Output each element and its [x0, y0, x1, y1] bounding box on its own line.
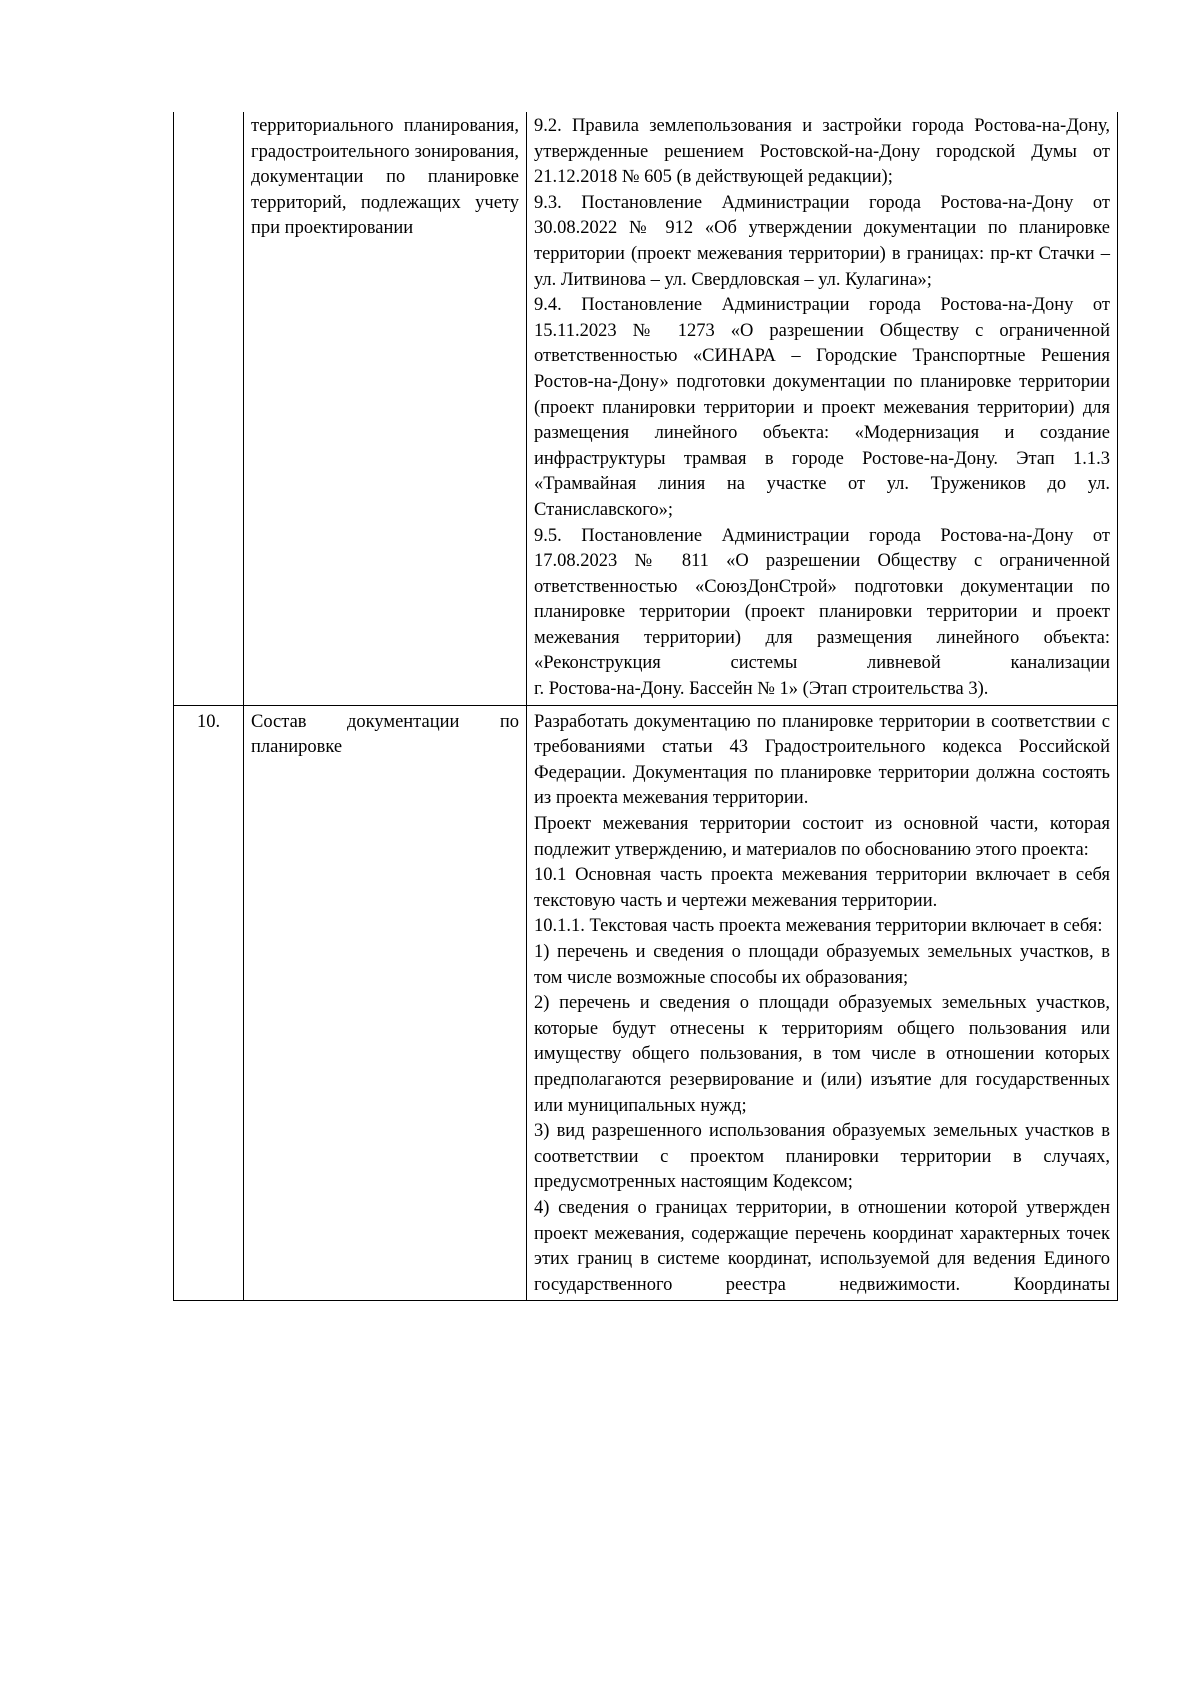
row-content-cell [527, 112, 1118, 705]
row-number-cell: 10. [174, 705, 244, 1301]
list-item: 9.5. Постановление Администрации города Ростова-на-Дону от 17.08.2023 № 811 «О разрешении Обществу с ограниченной ответственностью «СоюзДонСтрой» подготовки документации по планировке территории (проект планировки территории и проект межевания территории) для размещения линейного объекта: «Реконструкция системы ливневой канализации [534, 525, 1110, 674]
paragraph: 4) сведения о границах территории, в отношении которой утвержден проект межевания, содержащие перечень координат характерных точек этих границ в системе координат, используемой для ведения Единого государственного реестра недвижимости. Координаты [534, 1197, 1110, 1295]
table-row [174, 705, 1118, 1301]
paragraph: Разработать документацию по планировке территории в соответствии с требованиями статьи 43 Градостроительного кодекса Российской Федерации. Документация по планировке территории должна состоять из проекта межевания территории. [534, 711, 1110, 809]
row-content-cell [527, 705, 1118, 1301]
requirements-table [173, 112, 1118, 1301]
list-item: 9.4. Постановление Администрации города Ростова-на-Дону от 15.11.2023 № 1273 «О разрешении Обществу с ограниченной ответственностью «СИНАРА – Городские Транспортные Решения Ростов-на-Дону» подготовки документации по планировке территории (проект планировки территории и проект межевания территории) для размещения линейного объекта: «Модернизация и создание инфраструктуры трамвая в городе Ростове-на-Дону. Этап 1.1.3 «Трамвайная линия на участке от ул. Тружеников до ул. Станиславского»; [534, 295, 1110, 520]
list-item: 9.2. Правила землепользования и застройки города Ростова-на-Дону, утвержденные решением Ростовской-на-Дону городской Думы от 21.12.2018 № 605 (в действующей редакции); [534, 116, 1110, 188]
paragraph: Проект межевания территории состоит из основной части, которая подлежит утверждению, и материалов по обоснованию этого проекта: [534, 814, 1110, 860]
list-item: г. Ростова-на-Дону. Бассейн № 1» (Этап строительства 3). [534, 679, 989, 700]
paragraph: 2) перечень и сведения о площади образуемых земельных участков, которые будут отнесены к территориям общего пользования или имуществу общего пользования, в том числе в отношении которых предполагаются резервирование и (или) изъятие для государственных или муниципальных нужд; [534, 993, 1110, 1116]
row-number-cell [174, 112, 244, 705]
table-row [174, 112, 1118, 705]
paragraph: 10.1.1. Текстовая часть проекта межевания территории включает в себя: [534, 916, 1103, 937]
paragraph: 3) вид разрешенного использования образуемых земельных участков в соответствии с проектом планировки территории в случаях, предусмотренных настоящим Кодексом; [534, 1121, 1110, 1193]
row-label-cell: территориального планирования, градостроительного зонирования, документации по планировке территорий, подлежащих учету при проектировании [244, 112, 527, 705]
list-item: 9.3. Постановление Администрации города Ростова-на-Дону от 30.08.2022 № 912 «Об утверждении документации по планировке территории (проект межевания территории) в границах: пр-кт Стачки – ул. Литвинова – ул. Свердловская – ул. Кулагина»; [534, 192, 1110, 290]
row-label-cell: Состав документации по планировке [244, 705, 527, 1301]
paragraph: 10.1 Основная часть проекта межевания территории включает в себя текстовую часть и чертежи межевания территории. [534, 865, 1110, 911]
paragraph: 1) перечень и сведения о площади образуемых земельных участков, в том числе возможные способы их образования; [534, 942, 1110, 988]
document-page [173, 112, 1117, 1301]
